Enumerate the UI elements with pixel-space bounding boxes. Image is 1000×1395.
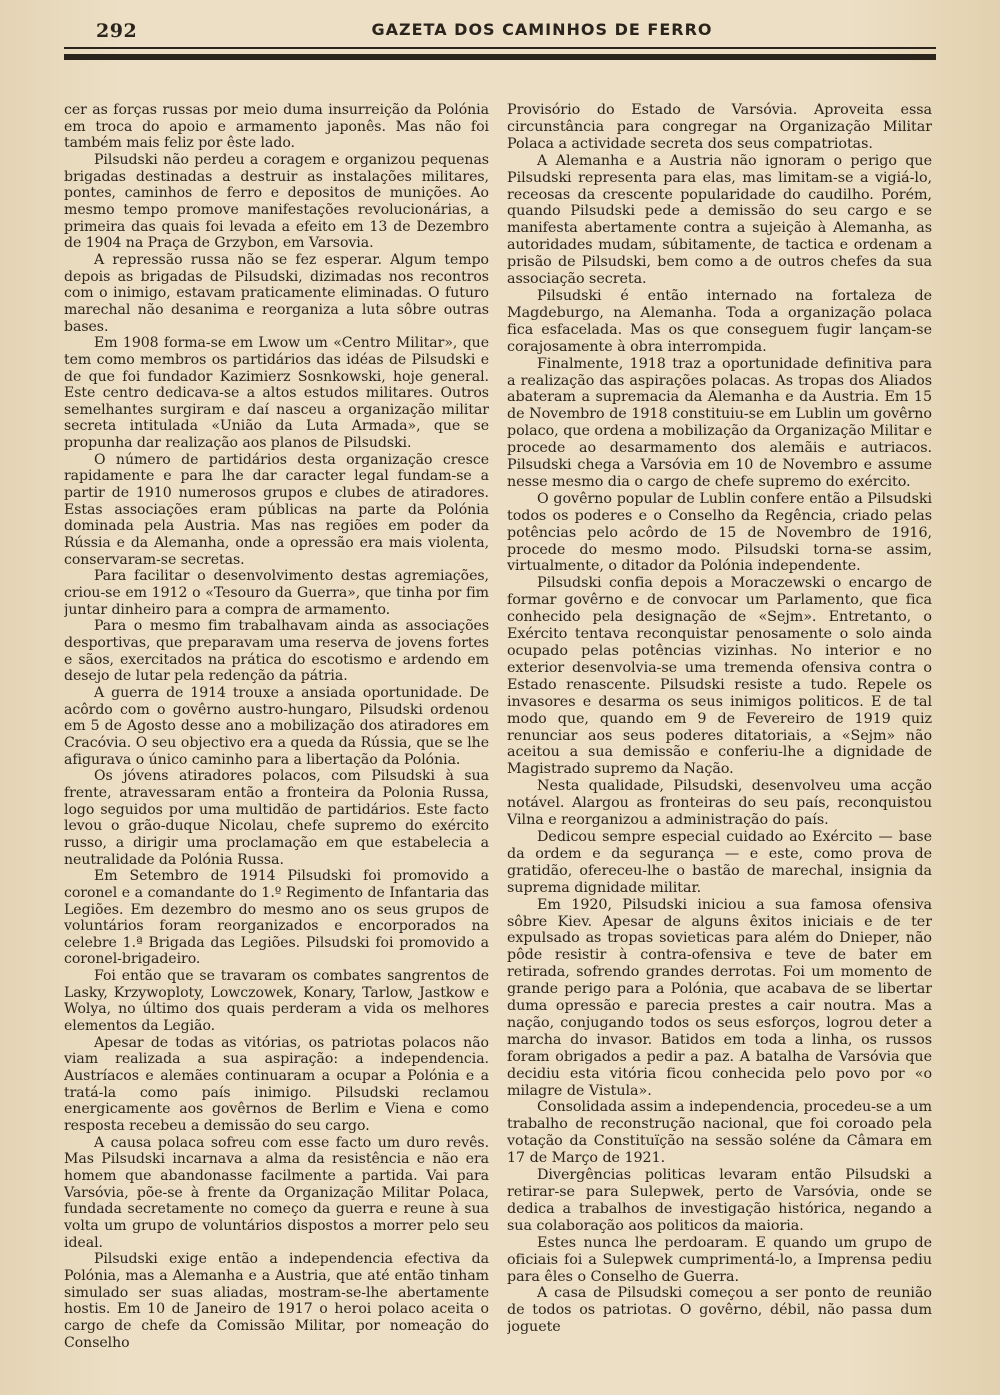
page-header xyxy=(62,14,940,48)
left-column xyxy=(64,102,489,1357)
paragraph: Pilsudski exige então a independencia efectiva da Polónia, mas a Alemanha e a Austria, que até então tinham simulado ser suas aliadas, mostram-se-lhe abertamente hostis. Em 10 de Janeiro de 1917 o heroi polaco aceita o cargo de chefe da Comissão Militar, por nomeação do Conselho xyxy=(64,1251,489,1351)
paragraph: Finalmente, 1918 traz a oportunidade definitiva para a realização das aspirações polacas. As tropas dos Aliados abateram a supremacia da Alemanha e da Austria. Em 15 de Novembro de 1918 constituiu-se em Lublin um govêrno polaco, que ordena a mobilização da Organização Militar e procede ao desarmamento dos alemãis e autriacos. Pilsudski chega a Varsóvia em 10 de Novembro e assume nesse mesmo dia o cargo de chefe supremo do exército. xyxy=(507,355,932,490)
header-rule-thick xyxy=(64,54,936,60)
paragraph: Pilsudski não perdeu a coragem e organizou pequenas brigadas destinadas a destruir as instalações militares, pontes, caminhos de ferro e depositos de munições. Ao mesmo tempo promove manifestações revolucionárias, a primeira das quais foi levada a efeito em 13 de Dezembro de 1904 na Praça de Grzybon, em Varsovia. xyxy=(64,151,489,252)
paragraph: A causa polaca sofreu com esse facto um duro revês. Mas Pilsudski incarnava a alma da resistência e não era homem que abandonasse facilmente a partida. Vai para Varsóvia, põe-se à frente da Organização Militar Polaca, fundada secretamente no começo da guerra e reune à sua volta um grupo de voluntários dispostos a morrer pelo seu ideal. xyxy=(64,1134,489,1251)
paragraph: Nesta qualidade, Pilsudski, desenvolveu uma acção notável. Alargou as fronteiras do seu país, reconquistou Vilna e reorganizou a administração do país. xyxy=(507,778,932,829)
journal-title: GAZETA DOS CAMINHOS DE FERRO xyxy=(371,20,713,39)
paragraph: Provisório do Estado de Varsóvia. Aproveita essa circunstância para congregar na Organização Militar Polaca a actividade secreta dos seus compatriotas. xyxy=(507,102,932,152)
paragraph: Estes nunca lhe perdoaram. E quando um grupo de oficiais foi a Sulepwek cumprimentá-lo, a Imprensa pediu para êles o Conselho de Guerra. xyxy=(507,1234,932,1285)
header-rule-thin xyxy=(64,47,936,49)
paragraph: Pilsudski é então internado na fortaleza de Magdeburgo, na Alemanha. Toda a organização polaca fica esfacelada. Mas os que conseguem fugir lançam-se corajosamente à obra interrompida. xyxy=(507,287,932,355)
paragraph: Em Setembro de 1914 Pilsudski foi promovido a coronel e a comandante do 1.º Regimento de Infantaria das Legiões. Em dezembro do mesmo ano os seus grupos de voluntários foram reorganizados e encorporados na celebre 1.ª Brigada das Legiões. Pilsudski foi promovido a coronel-brigadeiro. xyxy=(64,868,489,968)
paragraph: A casa de Pilsudski começou a ser ponto de reunião de todos os patriotas. O govêrno, débil, não passa dum joguete xyxy=(507,1285,932,1336)
paragraph: O govêrno popular de Lublin confere então a Pilsudski todos os poderes e o Conselho da Regência, criado pelas potências pelo acôrdo de 15 de Novembro de 1916, procede do mesmo modo. Pilsudski torna-se assim, virtualmente, o ditador da Polónia independente. xyxy=(507,490,932,575)
paragraph: Apesar de todas as vitórias, os patriotas polacos não viam realizada a sua aspiração: a independencia. Austríacos e alemães continuaram a ocupar a Polónia e a tratá-la como país inimigo. Pilsudski reclamou energicamente aos govêrnos de Berlim e Viena e como resposta recebeu a demissão do seu cargo. xyxy=(64,1034,489,1135)
paragraph: A repressão russa não se fez esperar. Algum tempo depois as brigadas de Pilsudski, dizimadas nos recontros com o inimigo, estavam praticamente eliminadas. O futuro marechal não desanima e reorganiza a luta sôbre outras bases. xyxy=(64,251,489,335)
paragraph: Os jóvens atiradores polacos, com Pilsudski à sua frente, atravessaram então a fronteira da Polonia Russa, logo seguidos por uma multidão de partidários. Este facto levou o grão-duque Nicolau, chefe supremo do exército russo, a dirigir uma proclamação em que estabelecia a neutralidade da Polónia Russa. xyxy=(64,768,489,868)
paragraph: Em 1920, Pilsudski iniciou a sua famosa ofensiva sôbre Kiev. Apesar de alguns êxitos iniciais e de ter expulsado as tropas sovieticas para além do Dnieper, não pôde resistir à contra-ofensiva e teve de bater em retirada, sofrendo grandes derrotas. Foi um momento de grande perigo para a Polónia, que acabava de se libertar duma opressão e parecia prestes a cair noutra. Mas a nação, conjugando todos os seus esforços, logrou deter a marcha do invasor. Batidos em toda a linha, os russos foram obrigados a pedir a paz. A batalha de Varsóvia que decidiu esta vitória ficou conhecida pelo povo por «o milagre de Vistula». xyxy=(507,896,932,1099)
paragraph: Em 1908 forma-se em Lwow um «Centro Militar», que tem como membros os partidários das idéas de Pilsudski e de que foi fundador Kazimierz Sosnkowski, hoje general. Este centro dedicava-se a altos estudos militares. Outros semelhantes surgiram e daí nasceu a organização militar secreta intitulada «União da Luta Armada», que se propunha dar realização aos planos de Pilsudski. xyxy=(64,335,489,452)
page-number: 292 xyxy=(96,20,138,42)
paragraph: A Alemanha e a Austria não ignoram o perigo que Pilsudski representa para elas, mas limitam-se a vigiá-lo, receosas da crescente popularidade do caudilho. Porém, quando Pilsudski pede a demissão do seu cargo e se manifesta abertamente contra a sujeição à Alemanha, as autoridades mudam, súbitamente, de tactica e ordenam a prisão de Pilsudski, bem como a de outros chefes da sua associação secreta. xyxy=(507,152,932,288)
paragraph: cer as forças russas por meio duma insurreição da Polónia em troca do apoio e armamento japonês. Mas não foi também mais feliz por êste lado. xyxy=(64,102,489,152)
right-column xyxy=(507,102,932,1357)
paragraph: Foi então que se travaram os combates sangrentos de Lasky, Krzywoploty, Lowczowek, Konary, Tarlow, Jastkow e Wolya, no último dos quais perderam a vida os melhores elementos da Legião. xyxy=(64,968,489,1035)
paragraph: Divergências politicas levaram então Pilsudski a retirar-se para Sulepwek, perto de Varsóvia, onde se dedica a trabalhos de investigação histórica, negando a sua colaboração aos politicos da maioria. xyxy=(507,1167,932,1234)
paragraph: A guerra de 1914 trouxe a ansiada oportunidade. De acôrdo com o govêrno austro-hungaro, Pilsudski ordenou em 5 de Agosto desse ano a mobilização dos atiradores em Cracóvia. O seu objectivo era a queda da Rússia, que se lhe afigurava o único caminho para a libertação da Polónia. xyxy=(64,684,489,768)
paragraph: Pilsudski confia depois a Moraczewski o encargo de formar govêrno e de convocar um Parlamento, que fica conhecido pela designação de «Sejm». Entretanto, o Exército tentava reconquistar penosamente o solo ainda ocupado pelas potências vizinhas. No interior e no exterior desenvolvia-se uma tremenda ofensiva contra o Estado renascente. Pilsudski resiste a tudo. Repele os invasores e desarma os seus inimigos politicos. E de tal modo que, quando em 9 de Fevereiro de 1919 quiz renunciar aos seus poderes ditatoriais, a «Sejm» não aceitou a sua demissão e conferiu-lhe a dignidade de Magistrado supremo da Nação. xyxy=(507,575,932,778)
paragraph: O número de partidários desta organização cresce rapidamente e para lhe dar caracter legal fundam-se a partir de 1910 numerosos grupos e clubes de atiradores. Estas associações eram públicas na parte da Polónia dominada pela Austria. Mas nas regiões em poder da Rússia e da Alemanha, onde a opressão era mais violenta, conservaram-se secretas. xyxy=(64,451,489,568)
paragraph: Consolidada assim a independencia, procedeu-se a um trabalho de reconstrução nacional, que foi coroado pela votação da Constituïção na sessão soléne da Câmara em 17 de Março de 1921. xyxy=(507,1099,932,1167)
paragraph: Para o mesmo fim trabalhavam ainda as associações desportivas, que preparavam uma reserva de jovens fortes e sãos, exercitados na prática do escotismo e ardendo em desejo de lutar pela redenção da pátria. xyxy=(64,618,489,685)
paragraph: Dedicou sempre especial cuidado ao Exército — base da ordem e da segurança — e este, como prova de gratidão, ofereceu-lhe o bastão de marechal, insignia da suprema dignidade militar. xyxy=(507,828,932,896)
paragraph: Para facilitar o desenvolvimento destas agremiações, criou-se em 1912 o «Tesouro da Guerra», que tinha por fim juntar dinheiro para a compra de armamento. xyxy=(64,568,489,618)
